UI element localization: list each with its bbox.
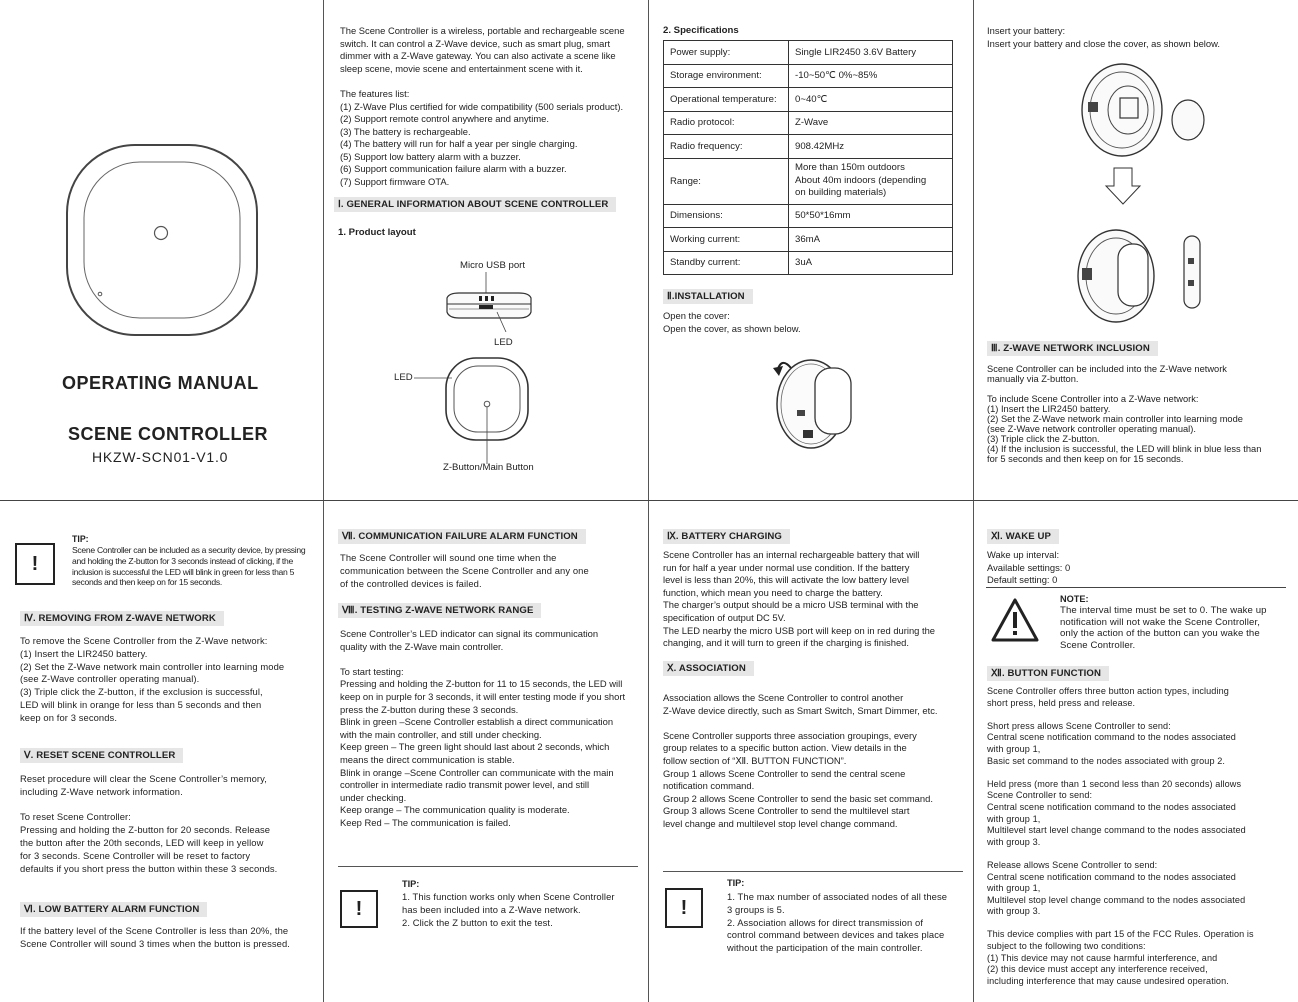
section-heading: Ⅺ. WAKE UP (987, 529, 1059, 544)
tip-title: TIP: (72, 534, 89, 544)
association-panel (649, 501, 973, 1002)
exclamation-icon: ! (665, 888, 703, 928)
table-row: Working current: 36mA (664, 228, 953, 252)
table-row: Operational temperature: 0~40℃ (664, 88, 953, 112)
battery-insert-illustration (1074, 58, 1254, 328)
removing-text: To remove the Scene Controller from the Z-Wave network: (1) Insert the LIR2450 battery. (2) Set the Z-Wave network main controller into learning mode (see Z-Wave controller operating manual). (3) Triple click the Z-button, if the exclusion is successful, LED will blink in orange for less than 5 seconds and then keep on for 3 seconds. (20, 635, 285, 723)
tip-text: 1. This function works only when Scene Controller has been included into a Z-Wave network. 2. Click the Z button to exit the test. (402, 891, 615, 928)
table-row: Radio protocol: Z-Wave (664, 111, 953, 135)
section-heading: Ⅻ. BUTTON FUNCTION (987, 666, 1109, 681)
feature-item: (6) Support communication failure alarm with a buzzer. (340, 163, 567, 175)
product-description: The Scene Controller is a wireless, portable and rechargeable scene switch. It can control a Z-Wave device, such as smart plug, smart dimmer with a Z-Wave gateway. You can also activate a scene like sleep scene, movie scene and entertainment scene with it. (340, 25, 625, 74)
tip-text: 1. The max number of associated nodes of all these 3 groups is 5. 2. Association allows for direct transmission of control command between devices and takes place without the participation of the main controller. (727, 891, 948, 954)
section-heading: Ⅰ. GENERAL INFORMATION ABOUT SCENE CONTROLLER (334, 197, 616, 212)
low-battery-text: If the battery level of the Scene Controller is less than 20%, the Scene Controller will sound 3 times when the button is pressed. (20, 925, 290, 949)
battery-charging-text: Scene Controller has an internal rechargeable battery that will run for half a year under normal use condition. If the battery level is less than 20%, this will activate the low battery level function, which mean you need to charge the battery. The charger’s output should be a micro USB terminal with the specification of output DC 5V. The LED nearby the micro USB port will keep on in red during the changing, and it will turn to green if the charging is finished. (663, 549, 936, 649)
note-text: The interval time must be set to 0. The wake up notification will not wake the Scene Controller, only the action of the button can you wake the Scene Controller. (1060, 605, 1267, 651)
table-row: Standby current: 3uA (664, 251, 953, 275)
z-button-label: Z-Button/Main Button (443, 462, 534, 473)
insert-battery-text: Insert your battery: Insert your battery and close the cover, as shown below. (987, 25, 1220, 49)
usb-port-label: Micro USB port (460, 260, 526, 271)
section-heading: Ⅲ. Z-WAVE NETWORK INCLUSION (987, 341, 1158, 356)
table-row: Dimensions: 50*50*16mm (664, 204, 953, 228)
specifications-panel (649, 0, 973, 500)
device-top-view-illustration (62, 140, 262, 340)
table-row: Power supply: Single LIR2450 3.6V Battery (664, 41, 953, 65)
communication-failure-text: The Scene Controller will sound one time when the communication between the Scene Controller and any one of the controlled devices is failed. (340, 552, 589, 589)
section-heading: Ⅵ. LOW BATTERY ALARM FUNCTION (20, 902, 207, 917)
model-number: HKZW-SCN01-V1.0 (92, 449, 229, 465)
features-list (340, 101, 623, 189)
features-title: The features list: (340, 88, 410, 99)
feature-item: (3) The battery is rechargeable. (340, 125, 471, 137)
wake-up-text: Wake up interval: Available settings: 0 Default setting: 0 (987, 549, 1071, 586)
section-heading: Ⅷ. TESTING Z-WAVE NETWORK RANGE (338, 603, 541, 618)
section-heading: Ⅳ. REMOVING FROM Z-WAVE NETWORK (20, 611, 224, 626)
table-row: Range: More than 150m outdoors About 40m indoors (depending on building materials) (664, 158, 953, 204)
installation-text: Open the cover: Open the cover, as shown below. (663, 310, 801, 334)
section-heading: Ⅱ.INSTALLATION (663, 289, 753, 304)
feature-item: (1) Z-Wave Plus certified for wide compatibility (500 serials product). (340, 100, 624, 112)
tip-divider (663, 871, 963, 872)
cover-panel (0, 0, 323, 500)
association-text: Association allows the Scene Controller to control another Z-Wave device directly, such as Smart Switch, Smart Dimmer, etc. Scene Controller supports three association groupings, every group relates to a specific button action. View details in the follow section of “Ⅻ. BUTTON FUNCTION”. Group 1 allows Scene Controller to send the central scene notification command. Group 2 allows Scene Controller to send the basic set command. Group 3 allows Scene Controller to send the multilevel start level change and multilevel stop level change command. (663, 692, 938, 829)
warning-icon (990, 597, 1040, 643)
device-side-view-illustration (439, 272, 539, 332)
tip-title: TIP: (727, 878, 745, 888)
section-heading: Ⅴ. RESET SCENE CONTROLLER (20, 748, 183, 763)
led-label: LED (494, 337, 513, 348)
button-function-text: Scene Controller offers three button action types, including short press, held press and release. Short press allows Scene Controller to send: Central scene notification command to the nodes associated with group 1, Basic set command to the nodes associated with group 2. Held press (more than 1 second less than 20 seconds) allows Scene Controller to send: Central scene notification command to the nodes associated with group 1, Multilevel start level change command to the nodes associated with group 3. Release allows Scene Controller to send: Central scene notification command to the nodes associated with group 1, Multilevel stop level change command to the nodes associated with group 3. This device complies with part 15 of the FCC Rules. Operation is subject to the following two conditions: (1) This device may not cause harmful interference, and (2) this device must accept any interference received, including interference that may cause undesired operation. (987, 686, 1254, 986)
exclamation-icon: ! (15, 543, 55, 585)
button-function-panel (974, 501, 1298, 1002)
open-cover-illustration (769, 350, 869, 450)
table-row: Storage environment: -10~50℃ 0%~85% (664, 64, 953, 88)
manual-title: OPERATING MANUAL (62, 373, 259, 393)
intro-panel (324, 0, 648, 500)
section-heading: Ⅸ. BATTERY CHARGING (663, 529, 790, 544)
inclusion-panel (974, 0, 1298, 500)
product-layout-heading: 1. Product layout (338, 227, 416, 238)
specifications-table (663, 40, 953, 275)
tip-text: Scene Controller can be included as a security device, by pressing and holding the Z-button for 3 seconds instead of clicking, if the inclusion is successful the LED will blink in green for less than 5 seconds and then keep on for 15 seconds. (72, 545, 306, 588)
note-divider (986, 587, 1286, 588)
testing-panel (324, 501, 648, 1002)
device-front-view-illustration (412, 350, 552, 468)
product-title: SCENE CONTROLLER (68, 424, 269, 444)
specifications-heading: 2. Specifications (663, 25, 739, 36)
exclamation-icon: ! (340, 890, 378, 928)
feature-item: (7) Support firmware OTA. (340, 176, 450, 188)
testing-text: Scene Controller’s LED indicator can signal its communication quality with the Z-Wave main controller. To start testing: Pressing and holding the Z-button for 11 to 15 seconds, the LED will keep on in purple for 3 seconds, it will enter testing mode if you short press the Z-button during these 3 seconds. Blink in green –Scene Controller establish a direct communication with the main controller, and still under checking. Keep green – The green light should last about 2 seconds, which means the direct communication is stable. Blink in orange –Scene Controller can communicate with the main controller in intermediate radio transmit power level, and still under checking. Keep orange – The communication quality is moderate. Keep Red – The communication is failed. (340, 628, 626, 828)
section-heading: Ⅹ. ASSOCIATION (663, 661, 754, 676)
table-row: Radio frequency: 908.42MHz (664, 135, 953, 159)
inclusion-text: Scene Controller can be included into the Z-Wave network manually via Z-button. To include Scene Controller into a Z-Wave network: (1) Insert the LIR2450 battery. (2) Set the Z-Wave network main controller into learning mode (see Z-Wave network controller operating manual). (3) Triple click the Z-button. (4) If the inclusion is successful, the LED will blink in blue less than for 5 seconds and then keep on for 15 seconds. (987, 364, 1262, 464)
feature-item: (4) The battery will run for half a year per single charging. (340, 138, 578, 150)
feature-item: (5) Support low battery alarm with a buzzer. (340, 150, 521, 162)
section-heading: Ⅶ. COMMUNICATION FAILURE ALARM FUNCTION (338, 529, 586, 544)
note-title: NOTE: (1060, 594, 1089, 604)
reset-text: Reset procedure will clear the Scene Controller’s memory, including Z-Wave network information. To reset Scene Controller: Pressing and holding the Z-button for 20 seconds. Release the button after the 20th seconds, LED will keep in yellow for 3 seconds. Scene Controller will be reset to factory defaults if you short press the button within these 3 seconds. (20, 773, 278, 874)
led-label-front: LED (394, 372, 413, 383)
removing-panel (0, 501, 323, 1002)
tip-title: TIP: (402, 879, 420, 889)
feature-item: (2) Support remote control anywhere and anytime. (340, 113, 549, 125)
tip-divider (338, 866, 638, 867)
